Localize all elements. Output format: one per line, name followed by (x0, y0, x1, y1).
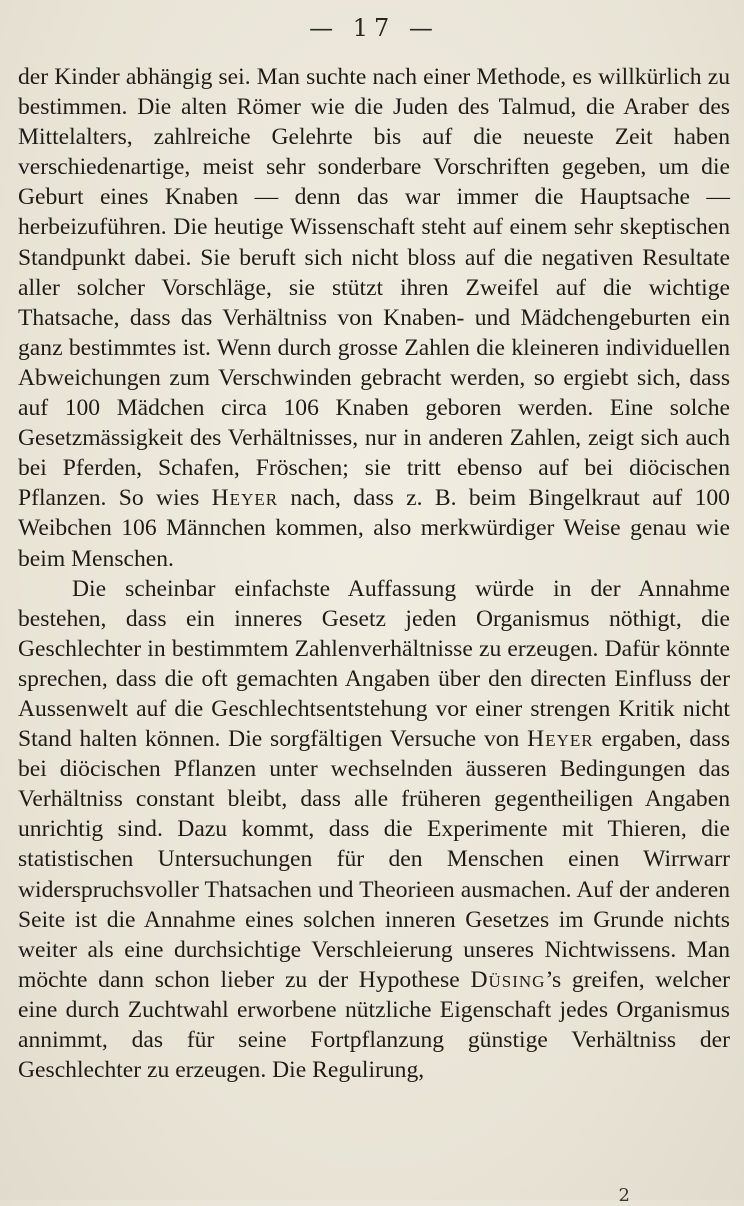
signature-mark: 2 (618, 1185, 630, 1206)
page-number: — 17 — (309, 14, 439, 42)
author-name-heyer: Heyer (527, 726, 594, 753)
text-run: ergaben, dass bei diöcischen Pflanzen unter wechselnden äusseren Bedingungen das Verhältniss constant bleibt, dass alle früheren gegentheiligen Angaben unrichtig sind. Dazu kommt, dass die Experimente mit Thieren, die statistischen Untersuchungen für den Menschen einen Wirrwarr widerspruchsvoller Thatsachen und Theorieen ausmachen. Auf der anderen Seite ist die Annahme eines solchen inneren Gesetzes im Grunde nichts weiter als eine durchsichtige Verschleierung unseres Nichtwissens. Man möchte dann schon lieber zu der Hypothese (18, 726, 730, 993)
paragraph-2 (18, 574, 730, 1086)
text-run: ’s greifen, welcher eine durch Zuchtwahl erworbene nützliche Eigenschaft jedes Organismus annimmt, das für seine Fortpflanzung günstige Verhältniss der Geschlechter zu erzeugen. Die Regulirung, (18, 966, 730, 1084)
body-text (18, 62, 730, 1085)
text-run: Die scheinbar einfachste Auffassung würde in der Annahme bestehen, dass ein inneres Gesetz jeden Organismus nöthigt, die Geschlechter in bestimmtem Zahlenverhältnisse zu erzeugen. Dafür könnte sprechen, dass die oft gemachten Angaben über den directen Einfluss der Aussenwelt auf die Geschlechtsentstehung vor einer strengen Kritik nicht Stand halten können. Die sorgfältigen Versuche von (18, 575, 730, 753)
author-name-duesing: Düsing (470, 966, 546, 993)
paragraph-1 (18, 62, 730, 574)
text-run: der Kinder abhängig sei. Man suchte nach einer Methode, es willkürlich zu bestimmen. Die alten Römer wie die Juden des Talmud, die Araber des Mittelalters, zahlreiche Gelehrte bis auf die neueste Zeit haben verschiedenartige, meist sehr sonderbare Vorschriften gegeben, um die Geburt eines Knaben — denn das war immer die Hauptsache — herbeizuführen. Die heutige Wissenschaft steht auf einem sehr skeptischen Standpunkt dabei. Sie beruft sich nicht bloss auf die negativen Resultate aller solcher Vorschläge, sie stützt ihren Zweifel auf die wichtige Thatsache, dass das Verhältniss von Knaben- und Mädchengeburten ein ganz bestimmtes ist. Wenn durch grosse Zahlen die kleineren individuellen Abweichungen zum Verschwinden gebracht werden, so ergiebt sich, dass auf 100 Mädchen circa 106 Knaben geboren werden. Eine solche Gesetzmässigkeit des Verhältnisses, nur in anderen Zahlen, zeigt sich auch bei Pferden, Schafen, Fröschen; sie tritt ebenso auf bei diöcischen Pflanzen. So wies (18, 64, 730, 512)
text-run: nach, dass z. B. beim Bingelkraut auf 100 Weibchen 106 Männchen kommen, also merkwürdiger Weise genau wie beim Menschen. (18, 485, 730, 572)
book-page (18, 0, 730, 1206)
author-name-heyer: Heyer (211, 485, 279, 512)
